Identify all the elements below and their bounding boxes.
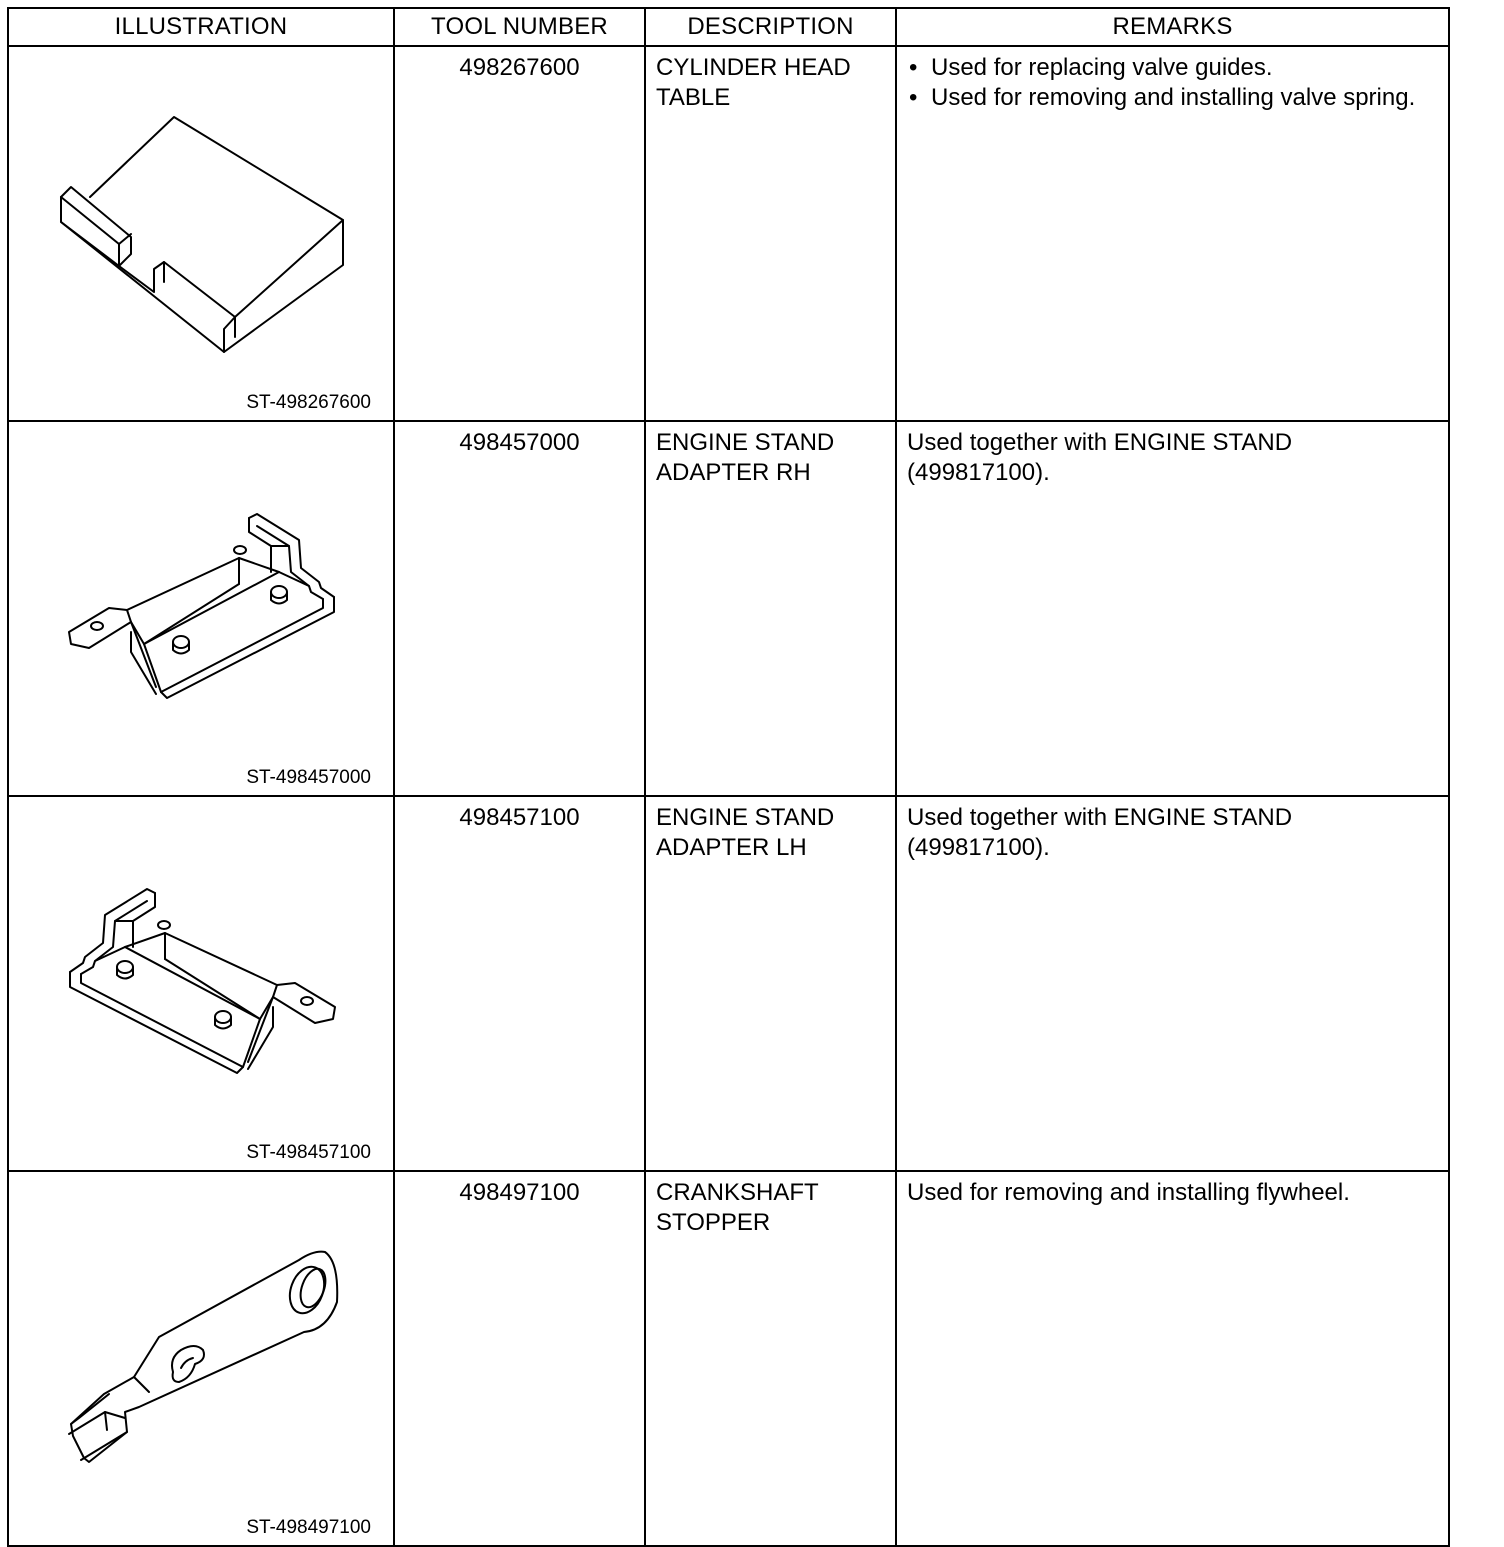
table-row xyxy=(8,46,1449,421)
table-row xyxy=(8,421,1449,796)
engine-stand-adapter-rh-icon xyxy=(9,422,395,788)
cylinder-head-table-icon xyxy=(9,47,395,413)
image-label: ST-498457000 xyxy=(246,767,371,788)
description-line: ENGINE STAND xyxy=(656,429,835,456)
description xyxy=(645,796,896,1171)
remarks xyxy=(896,46,1449,421)
illustration-cell xyxy=(8,46,394,421)
remark-bullet: • Used for removing and installing valve spring. xyxy=(907,83,1438,113)
remark-line: (499817100). xyxy=(907,459,1050,486)
remark-line: Used together with ENGINE STAND xyxy=(907,804,1293,831)
description-line: CRANKSHAFT xyxy=(656,1179,819,1206)
image-label: ST-498457100 xyxy=(246,1142,371,1163)
remark-line: (499817100). xyxy=(907,834,1050,861)
header-tool-number: TOOL NUMBER xyxy=(394,8,645,46)
header-row xyxy=(8,8,1449,46)
header-description: DESCRIPTION xyxy=(645,8,896,46)
description-line: ADAPTER RH xyxy=(656,459,811,486)
remarks xyxy=(896,421,1449,796)
crankshaft-stopper-icon xyxy=(9,1172,395,1538)
special-tools-table xyxy=(7,7,1450,1547)
description-line: STOPPER xyxy=(656,1209,771,1236)
image-label: ST-498267600 xyxy=(246,392,371,413)
illustration-cell xyxy=(8,1171,394,1546)
image-label: ST-498497100 xyxy=(246,1517,371,1538)
engine-stand-adapter-lh-icon xyxy=(9,797,395,1163)
illustration-cell xyxy=(8,421,394,796)
tool-number: 498267600 xyxy=(394,46,645,421)
description-line: ENGINE STAND xyxy=(656,804,835,831)
table-row xyxy=(8,796,1449,1171)
description xyxy=(645,421,896,796)
remarks xyxy=(896,796,1449,1171)
tool-number: 498457100 xyxy=(394,796,645,1171)
remark-bullet: • Used for replacing valve guides. xyxy=(907,53,1438,83)
description-line: ADAPTER LH xyxy=(656,834,807,861)
header-remarks: REMARKS xyxy=(896,8,1449,46)
remark-line: Used together with ENGINE STAND xyxy=(907,429,1293,456)
table-row xyxy=(8,1171,1449,1546)
description-line: CYLINDER HEAD xyxy=(656,54,851,81)
remarks xyxy=(896,1171,1449,1546)
description xyxy=(645,46,896,421)
description-line: TABLE xyxy=(656,84,731,111)
description xyxy=(645,1171,896,1546)
remark-line: Used for removing and installing flywheel. xyxy=(907,1179,1350,1206)
header-illustration: ILLUSTRATION xyxy=(8,8,394,46)
tool-number: 498457000 xyxy=(394,421,645,796)
tool-number: 498497100 xyxy=(394,1171,645,1546)
illustration-cell xyxy=(8,796,394,1171)
